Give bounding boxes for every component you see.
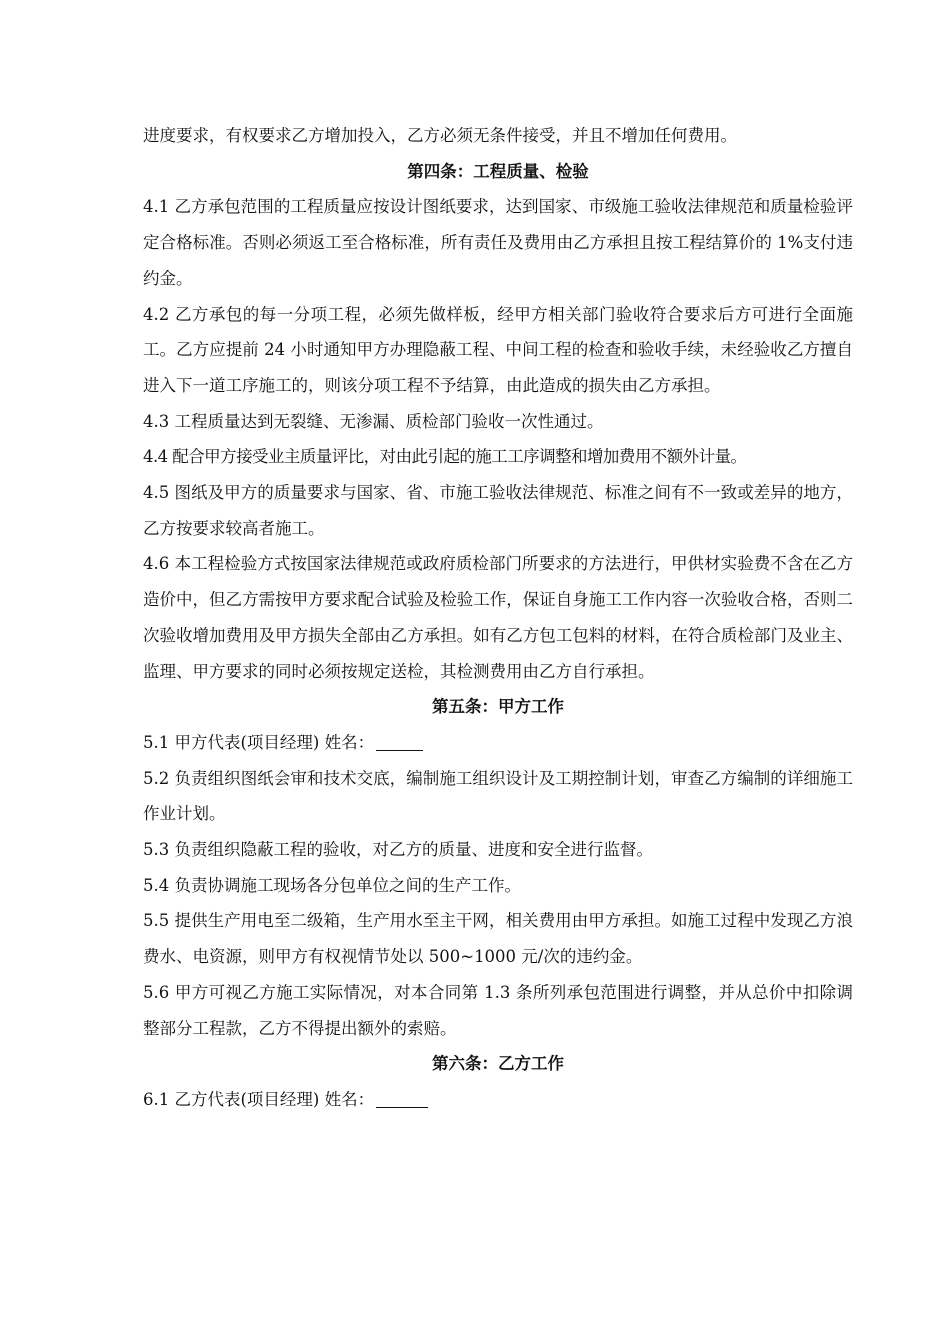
- clause-4-4: 4.4 配合甲方接受业主质量评比，对由此引起的施工工序调整和增加费用不额外计量。: [143, 447, 747, 467]
- clause-6-1-label: 6.1 乙方代表(项目经理) 姓名：: [143, 1089, 375, 1109]
- clause-5-1-label: 5.1 甲方代表(项目经理) 姓名：: [143, 732, 375, 752]
- party-b-name-blank: [376, 1089, 428, 1108]
- clause-5-6: 5.6 甲方可视乙方施工实际情况，对本合同第 1.3 条所列承包范围进行调整，并从总价中扣除调整部分工程款，乙方不得提出额外的索赔。: [143, 982, 853, 1038]
- clause-4-5: 4.5 图纸及甲方的质量要求与国家、省、市施工验收法律规范、标准之间有不一致或差异的地方，乙方按要求较高者施工。: [143, 483, 853, 538]
- clause-4-1: 4.1 乙方承包范围的工程质量应按设计图纸要求，达到国家、市级施工验收法律规范和质量检验评定合格标准。否则必须返工至合格标准，所有责任及费用由乙方承担且按工程结算价的 1%支付违约金。: [143, 197, 853, 288]
- clause-5-2: 5.2 负责组织图纸会审和技术交底，编制施工组织设计及工期控制计划，审查乙方编制的详细施工作业计划。: [143, 768, 853, 824]
- clause-5-5: 5.5 提供生产用电至二级箱，生产用水至主干网，相关费用由甲方承担。如施工过程中发现乙方浪费水、电资源，则甲方有权视情节处以 500~1000 元/次的违约金。: [143, 911, 853, 967]
- clause-5-3: 5.3 负责组织隐蔽工程的验收，对乙方的质量、进度和安全进行监督。: [143, 840, 653, 860]
- document-body: [143, 118, 853, 1118]
- section-4-heading: 第四条：工程质量、检验: [407, 161, 589, 181]
- party-a-name-blank: [376, 732, 423, 751]
- clause-4-3: 4.3 工程质量达到无裂缝、无渗漏、质检部门验收一次性通过。: [143, 411, 604, 431]
- section-6-heading: 第六条：乙方工作: [432, 1054, 564, 1074]
- clause-6-1: [143, 1082, 853, 1118]
- paragraph-progress: 进度要求，有权要求乙方增加投入，乙方必须无条件接受，并且不增加任何费用。: [143, 126, 737, 145]
- clause-4-2: 4.2 乙方承包的每一分项工程，必须先做样板，经甲方相关部门验收符合要求后方可进行全面施工。乙方应提前 24 小时通知甲方办理隐蔽工程、中间工程的检查和验收手续，未经验收乙方擅自进入下一道工序施工的，则该分项工程不予结算，由此造成的损失由乙方承担。: [143, 304, 853, 395]
- clause-4-6: 4.6 本工程检验方式按国家法律规范或政府质检部门所要求的方法进行，甲供材实验费不含在乙方造价中，但乙方需按甲方要求配合试验及检验工作，保证自身施工工作内容一次验收合格，否则二次验收增加费用及甲方损失全部由乙方承担。如有乙方包工包料的材料，在符合质检部门及业主、监理、甲方要求的同时必须按规定送检，其检测费用由乙方自行承担。: [143, 554, 853, 681]
- section-5-heading: 第五条：甲方工作: [432, 697, 564, 717]
- clause-5-1: [143, 725, 853, 761]
- clause-5-4: 5.4 负责协调施工现场各分包单位之间的生产工作。: [143, 875, 521, 895]
